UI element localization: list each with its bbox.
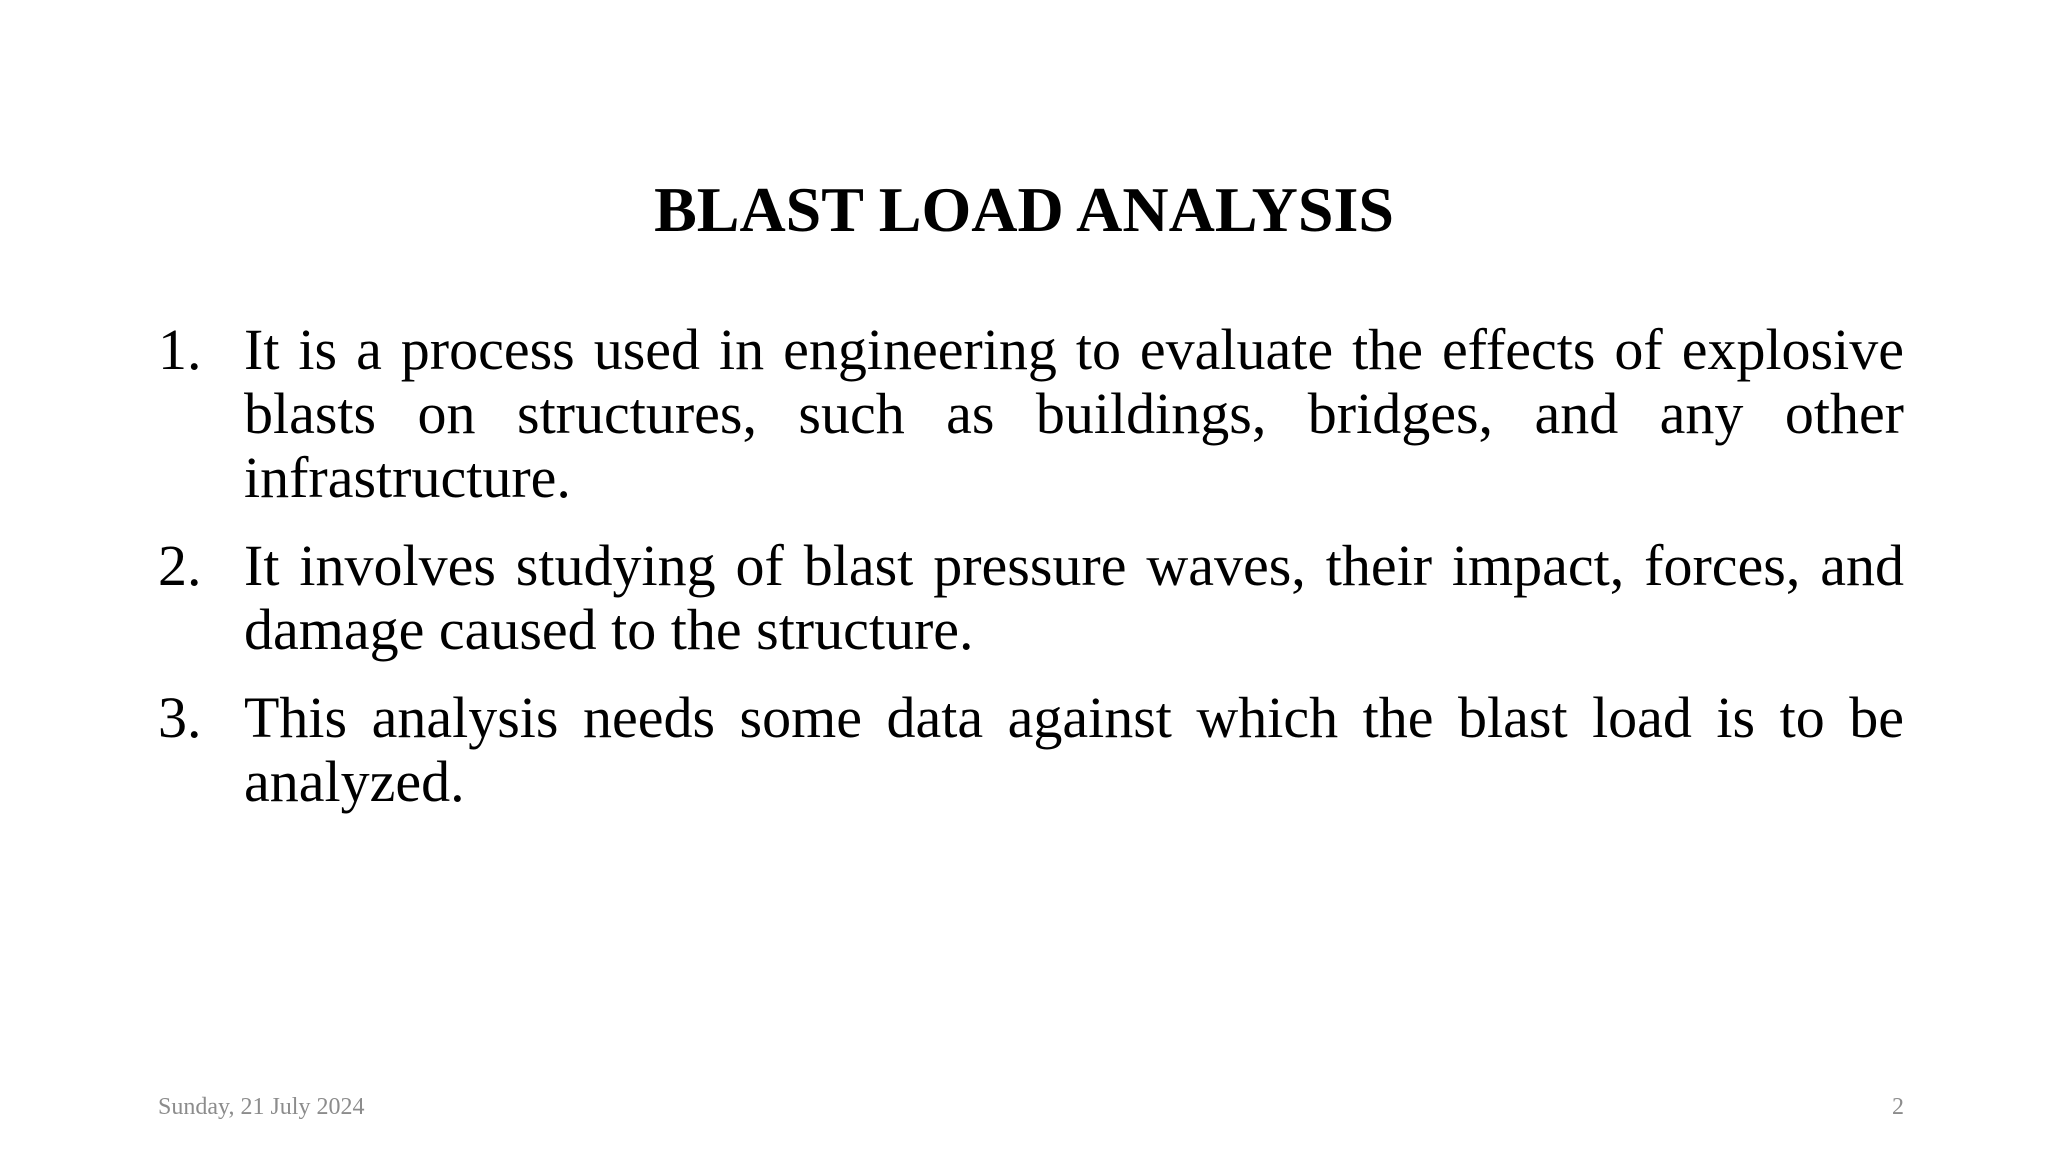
list-item-number: 1. [158, 317, 202, 382]
list-item-number: 2. [158, 533, 202, 598]
bullet-list [158, 318, 1904, 838]
list-item-text: It involves studying of blast pressure waves, their impact, forces, and damage caused to the structure. [244, 533, 1904, 662]
slide-title: BLAST LOAD ANALYSIS [654, 174, 1394, 245]
list-item-number: 3. [158, 685, 202, 750]
page-number: 2 [1892, 1094, 1904, 1120]
list-item-text: It is a process used in engineering to evaluate the effects of explosive blasts on structures, such as buildings, bridges, and any other infrastructure. [244, 317, 1904, 510]
list-item-text: This analysis needs some data against which the blast load is to be analyzed. [244, 685, 1904, 814]
footer-date: Sunday, 21 July 2024 [158, 1094, 365, 1120]
list-item [158, 534, 1904, 662]
list-item [158, 686, 1904, 814]
list-item [158, 318, 1904, 510]
